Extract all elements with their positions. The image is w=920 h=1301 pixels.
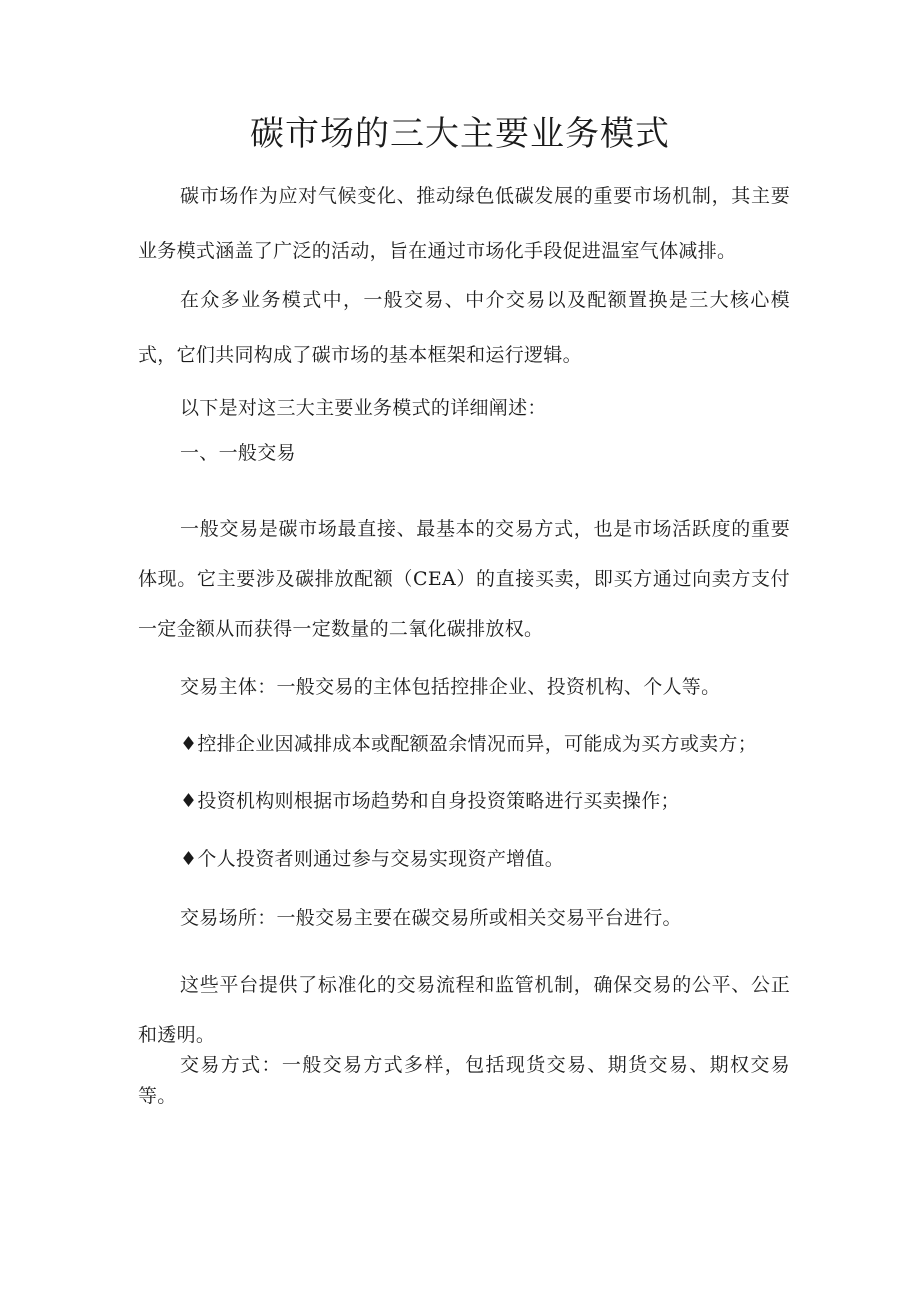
- paragraph-platforms: 这些平台提供了标准化的交易流程和监管机制，确保交易的公平、公正和透明。: [138, 974, 790, 1046]
- paragraph-general-trading: 一般交易是碳市场最直接、最基本的交易方式，也是市场活跃度的重要体现。它主要涉及碳排放配额（CEA）的直接买卖，即买方通过向卖方支付一定金额从而获得一定数量的二氧化碳排放权。: [138, 518, 790, 640]
- paragraph-trading-methods: 交易方式：一般交易方式多样，包括现货交易、期货交易、期权交易等。: [138, 1054, 790, 1107]
- bullet-item-investment-institutions: ♦投资机构则根据市场趋势和自身投资策略进行买卖操作；: [180, 790, 680, 812]
- paragraph-intro: 碳市场作为应对气候变化、推动绿色低碳发展的重要市场机制，其主要业务模式涵盖了广泛的活动，旨在通过市场化手段促进温室气体减排。: [138, 185, 790, 262]
- section-heading-general-trading: 一、一般交易: [180, 442, 296, 464]
- paragraph-trading-venues: 交易场所：一般交易主要在碳交易所或相关交易平台进行。: [180, 907, 682, 929]
- bullet-item-emission-enterprises: ♦控排企业因减排成本或配额盈余情况而异，可能成为买方或卖方；: [180, 733, 758, 755]
- paragraph-trading-subjects: 交易主体：一般交易的主体包括控排企业、投资机构、个人等。: [180, 676, 721, 698]
- document-title: 碳市场的三大主要业务模式: [250, 114, 670, 154]
- bullet-item-individual-investors: ♦个人投资者则通过参与交易实现资产增值。: [180, 848, 565, 870]
- paragraph-lead-in: 以下是对这三大主要业务模式的详细阐述：: [180, 397, 547, 419]
- paragraph-core-modes: 在众多业务模式中，一般交易、中介交易以及配额置换是三大核心模式，它们共同构成了碳市场的基本框架和运行逻辑。: [138, 289, 790, 366]
